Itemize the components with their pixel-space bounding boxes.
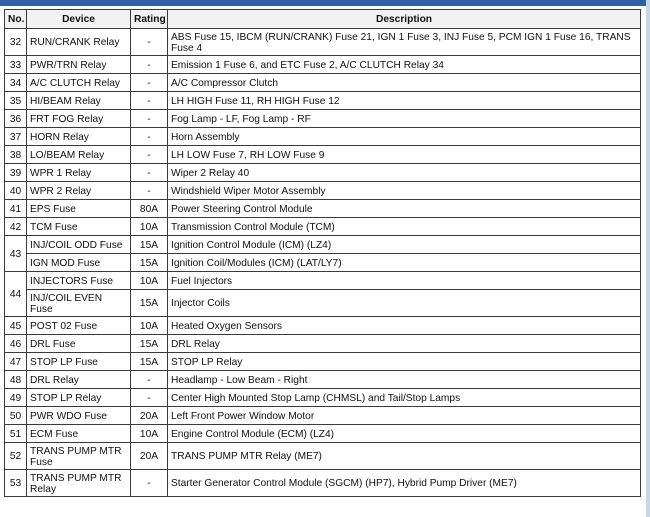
row-device: PWR/TRN Relay [27,56,131,74]
table-row [5,371,641,389]
row-no: 40 [5,182,27,200]
row-no: 45 [5,317,27,335]
row-no: 39 [5,164,27,182]
row-rating: 80A [131,200,168,218]
table-row [5,353,641,371]
row-rating: - [131,128,168,146]
table-row [5,110,641,128]
row-rating: 10A [131,272,168,290]
row-rating: - [131,164,168,182]
row-description: A/C Compressor Clutch [168,74,641,92]
row-device: INJ/COIL EVEN Fuse [27,290,131,317]
table-row [5,290,641,317]
row-rating: 20A [131,407,168,425]
row-no: 32 [5,29,27,56]
table-row [5,74,641,92]
header-rating: Rating [131,10,168,29]
table-row [5,407,641,425]
row-device: FRT FOG Relay [27,110,131,128]
row-device: PWR WDO Fuse [27,407,131,425]
row-description: Center High Mounted Stop Lamp (CHMSL) and Tail/Stop Lamps [168,389,641,407]
table-header-row [5,10,641,29]
row-rating: - [131,182,168,200]
row-no: 48 [5,371,27,389]
row-device: WPR 1 Relay [27,164,131,182]
row-rating: - [131,470,168,497]
table-row [5,128,641,146]
row-description: LH HIGH Fuse 11, RH HIGH Fuse 12 [168,92,641,110]
row-description: Left Front Power Window Motor [168,407,641,425]
row-rating: 15A [131,335,168,353]
row-description: Transmission Control Module (TCM) [168,218,641,236]
table-row [5,236,641,254]
row-no: 42 [5,218,27,236]
row-description: Wiper 2 Relay 40 [168,164,641,182]
row-description: STOP LP Relay [168,353,641,371]
table-row [5,335,641,353]
row-rating: 15A [131,290,168,317]
row-no: 35 [5,92,27,110]
row-rating: - [131,371,168,389]
row-device: IGN MOD Fuse [27,254,131,272]
table-row [5,218,641,236]
row-no: 52 [5,443,27,470]
table-row [5,470,641,497]
row-rating: - [131,74,168,92]
row-no: 50 [5,407,27,425]
row-description: Engine Control Module (ECM) (LZ4) [168,425,641,443]
row-no: 34 [5,74,27,92]
right-edge-strip [646,0,650,517]
header-no: No. [5,10,27,29]
row-device: TRANS PUMP MTR Relay [27,470,131,497]
row-rating: 15A [131,353,168,371]
row-rating: 10A [131,317,168,335]
header-device: Device [27,10,131,29]
table-row [5,146,641,164]
row-device: EPS Fuse [27,200,131,218]
row-device: WPR 2 Relay [27,182,131,200]
row-no: 51 [5,425,27,443]
row-rating: - [131,146,168,164]
row-no: 44 [5,272,27,317]
table-row [5,29,641,56]
row-rating: 20A [131,443,168,470]
row-description: Power Steering Control Module [168,200,641,218]
table-row [5,254,641,272]
row-rating: 15A [131,236,168,254]
row-description: Ignition Control Module (ICM) (LZ4) [168,236,641,254]
row-device: RUN/CRANK Relay [27,29,131,56]
row-device: ECM Fuse [27,425,131,443]
row-description: ABS Fuse 15, IBCM (RUN/CRANK) Fuse 21, IGN 1 Fuse 3, INJ Fuse 5, PCM IGN 1 Fuse 16, TRANS Fuse 4 [168,29,641,56]
row-no: 38 [5,146,27,164]
top-accent-bar [0,0,650,6]
row-device: INJ/COIL ODD Fuse [27,236,131,254]
row-rating: 15A [131,254,168,272]
row-description: Injector Coils [168,290,641,317]
table-row [5,56,641,74]
row-no: 49 [5,389,27,407]
row-description: DRL Relay [168,335,641,353]
row-description: Headlamp - Low Beam - Right [168,371,641,389]
row-rating: 10A [131,425,168,443]
row-rating: - [131,29,168,56]
table-row [5,317,641,335]
row-description: LH LOW Fuse 7, RH LOW Fuse 9 [168,146,641,164]
table-row [5,164,641,182]
row-no: 53 [5,470,27,497]
table-row [5,425,641,443]
table-row [5,182,641,200]
row-description: Ignition Coil/Modules (ICM) (LAT/LY7) [168,254,641,272]
row-device: POST 02 Fuse [27,317,131,335]
row-device: STOP LP Relay [27,389,131,407]
header-description: Description [168,10,641,29]
row-description: Horn Assembly [168,128,641,146]
row-rating: 10A [131,218,168,236]
row-device: A/C CLUTCH Relay [27,74,131,92]
row-device: DRL Relay [27,371,131,389]
row-rating: - [131,389,168,407]
row-no: 37 [5,128,27,146]
row-no: 47 [5,353,27,371]
row-no: 41 [5,200,27,218]
row-device: INJECTORS Fuse [27,272,131,290]
row-no: 36 [5,110,27,128]
row-device: TRANS PUMP MTR Fuse [27,443,131,470]
row-description: Fuel Injectors [168,272,641,290]
row-description: TRANS PUMP MTR Relay (ME7) [168,443,641,470]
row-device: STOP LP Fuse [27,353,131,371]
fuse-relay-table [4,9,641,497]
row-no: 43 [5,236,27,272]
row-device: DRL Fuse [27,335,131,353]
row-description: Starter Generator Control Module (SGCM) (HP7), Hybrid Pump Driver (ME7) [168,470,641,497]
table-row [5,92,641,110]
row-device: HORN Relay [27,128,131,146]
row-description: Heated Oxygen Sensors [168,317,641,335]
table-row [5,443,641,470]
row-no: 46 [5,335,27,353]
row-rating: - [131,110,168,128]
row-rating: - [131,92,168,110]
row-device: LO/BEAM Relay [27,146,131,164]
table-row [5,200,641,218]
row-description: Fog Lamp - LF, Fog Lamp - RF [168,110,641,128]
table-row [5,272,641,290]
row-rating: - [131,56,168,74]
row-description: Windshield Wiper Motor Assembly [168,182,641,200]
row-description: Emission 1 Fuse 6, and ETC Fuse 2, A/C CLUTCH Relay 34 [168,56,641,74]
row-device: HI/BEAM Relay [27,92,131,110]
table-row [5,389,641,407]
row-device: TCM Fuse [27,218,131,236]
row-no: 33 [5,56,27,74]
